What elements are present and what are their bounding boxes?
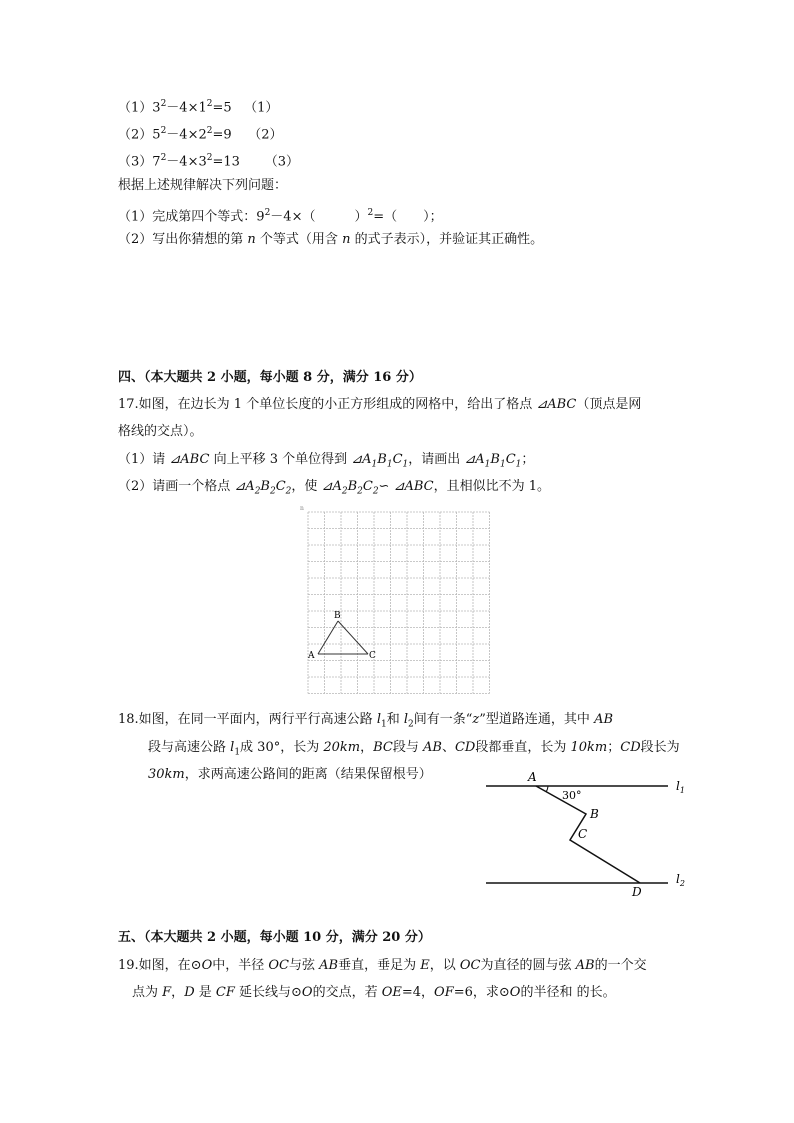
q-text2: 个等式（用含 <box>255 232 343 247</box>
problem-17-line-1 <box>118 396 641 414</box>
eq-base: 3 <box>152 100 161 116</box>
eq-number: （2） <box>118 127 153 143</box>
road-figure <box>478 768 698 898</box>
problem-18-line-3: 30km，求两高速公路间的距离（结果保留根号） <box>148 767 432 782</box>
tri-a1b1c1-2: $⊿A_1B_1C_1$ <box>464 452 522 470</box>
text2: （顶点是网 <box>576 397 642 412</box>
eq-base: 5 <box>152 127 161 143</box>
eq-exponent: 2 <box>160 126 167 136</box>
problem-18-line-1: 18.如图，在同一平面内，两行平行高速公路 $l_1$和 $l_2$间有一条“z”型道路连通，其中 AB <box>118 712 614 730</box>
eq-base: 7 <box>152 154 161 170</box>
segment-ab <box>318 621 338 654</box>
tri: ⊿ABC <box>169 452 210 467</box>
text2: 向上平移 3 个单位得到 <box>209 452 352 467</box>
text2: ，使 <box>291 479 322 494</box>
equation-2 <box>118 122 282 144</box>
text: （2）请画一个格点 <box>118 479 235 494</box>
q-exp: 2 <box>264 208 271 218</box>
eq-exponent2: 2 <box>206 99 213 109</box>
problem-17-line-2: 格线的交点）。 <box>118 424 203 439</box>
angle-arc <box>546 786 548 792</box>
tri-a2b2c2-2: $⊿A_2B_2C_2$ <box>321 479 379 497</box>
tri-a1b1c1: $⊿A_1B_1C_1$ <box>351 452 409 470</box>
text3: ，请画出 <box>408 452 465 467</box>
q-mid: －4×（ ） <box>270 209 368 225</box>
eq-base2: 1 <box>198 100 207 116</box>
eq-op: －4× <box>166 100 199 116</box>
grid-figure <box>300 504 496 704</box>
q-number: （2） <box>118 232 153 247</box>
equation-1 <box>118 95 278 117</box>
tri-a2b2c2: $⊿A_2B_2C_2$ <box>234 479 292 497</box>
angle-label: 30° <box>562 789 582 802</box>
grid-lines <box>308 512 490 694</box>
question-2 <box>118 231 543 249</box>
problem-19-line-2: 点为 F，D 是 CF 延长线与⊙O的交点，若 OE=4，OF=6，求⊙O的半径和 的长。 <box>132 985 616 1000</box>
eq-exponent2: 2 <box>206 126 213 136</box>
eq-result: =5 <box>212 100 232 116</box>
z-road <box>536 786 640 883</box>
similar-sign: ∽ <box>378 479 394 494</box>
intro-text: 根据上述规律解决下列问题： <box>118 178 288 193</box>
q-var: n <box>247 232 256 247</box>
label-a: A <box>308 651 315 661</box>
q-text3: 的式子表示），并验证其正确性。 <box>350 232 544 247</box>
equation-3 <box>118 149 299 171</box>
problem-17-sub-1 <box>118 451 534 474</box>
text: 17.如图，在边长为 1 个单位长度的小正方形组成的网格中，给出了格点 <box>118 397 537 412</box>
label-n: n <box>300 505 304 512</box>
eq-number: （1） <box>118 100 153 116</box>
eq-base2: 2 <box>198 127 207 143</box>
segment-bc <box>338 621 368 654</box>
text3: ，且相似比不为 1。 <box>433 479 551 494</box>
text: （1）请 <box>118 452 170 467</box>
label-l2: $l_2$ <box>676 872 685 888</box>
label-l1: $l_1$ <box>676 779 685 795</box>
label-b: B <box>590 807 599 821</box>
eq-exponent: 2 <box>160 153 167 163</box>
eq-op: －4× <box>166 127 199 143</box>
eq-exponent2: 2 <box>206 153 213 163</box>
label-d: D <box>632 885 642 898</box>
eq-number: （3） <box>118 154 153 170</box>
eq-label: （1） <box>244 100 279 116</box>
tri-abc: ⊿ABC <box>393 479 434 494</box>
q-var2: n <box>342 232 351 247</box>
q-number: （1） <box>118 209 153 225</box>
triangle-abc: ⊿ABC <box>536 397 577 412</box>
section-5-heading: 五、（本大题共 2 小题，每小题 10 分，满分 20 分） <box>118 930 431 945</box>
eq-op: －4× <box>166 154 199 170</box>
q-text: 写出你猜想的第 <box>152 232 248 247</box>
label-c: C <box>369 651 376 661</box>
q-exp2: 2 <box>367 208 374 218</box>
label-a: A <box>528 770 537 784</box>
problem-18-line-2: 段与高速公路 $l_1$成 30°，长为 20km，BC段与 AB、CD段都垂直，长为 10km；CD段长为 <box>148 740 680 758</box>
section-4-heading: 四、（本大题共 2 小题，每小题 8 分，满分 16 分） <box>118 370 422 385</box>
eq-result: =9 <box>212 127 232 143</box>
problem-17-sub-2 <box>118 478 550 501</box>
eq-label: （3） <box>264 154 299 170</box>
label-b: B <box>334 611 341 621</box>
problem-19-line-1: 19.如图，在⊙O中，半径 OC与弦 AB垂直，垂足为 E，以 OC为直径的圆与弦 AB的一个交 <box>118 958 647 973</box>
eq-base2: 3 <box>198 154 207 170</box>
question-1 <box>118 204 443 226</box>
q-text: 完成第四个等式：9 <box>152 209 265 225</box>
eq-result: =13 <box>212 154 240 170</box>
label-c: C <box>578 827 588 841</box>
q-tail: =（ ）； <box>373 209 443 225</box>
eq-label: （2） <box>248 127 283 143</box>
eq-exponent: 2 <box>160 99 167 109</box>
text4: ； <box>521 452 535 467</box>
